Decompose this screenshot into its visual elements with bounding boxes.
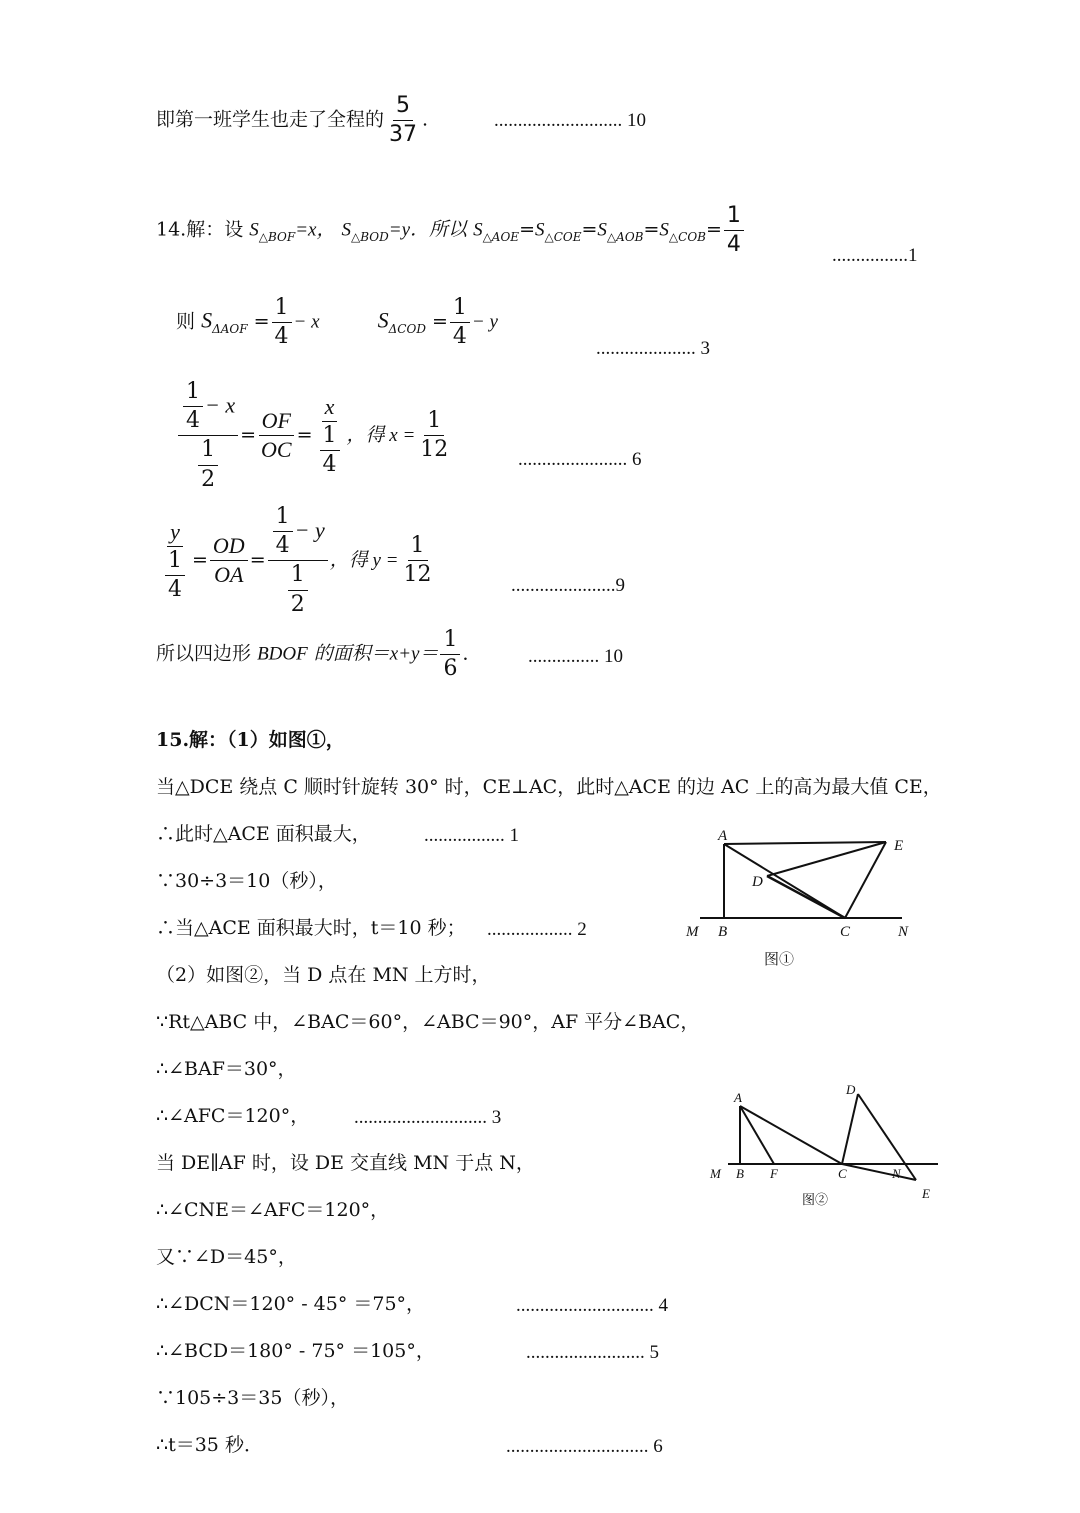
fig2-segment-de [858, 1094, 916, 1180]
fig1-segment-dc [767, 876, 845, 918]
figure-1 [680, 826, 920, 976]
fig1-segment-de [767, 842, 886, 876]
fig2-label-e: E [922, 1186, 930, 1201]
p15-score-1: ................. 1 [424, 825, 519, 846]
p14-areas-line: 则 $S_{\Delta AOF}$ = $\frac{1}{4}$ − x $S_{\Delta COD}$ = $\frac{1}{4}$ − y [176, 295, 498, 350]
fig1-segment-ae [724, 842, 886, 844]
p15-score-2: .................. 2 [487, 919, 587, 940]
fig2-label-b: B [736, 1166, 744, 1181]
p15-score-4: ............................. 4 [516, 1295, 668, 1316]
fig2-label-d: D [846, 1082, 856, 1097]
p15-line-13: ∴∠DCN＝120° - 45° ＝75°， [156, 1293, 426, 1315]
fig2-label-f: F [770, 1166, 778, 1181]
p14-conclusion: 所以四边形 BDOF 的面积＝x+y＝ $\frac{1}{6}$ ． [156, 627, 482, 682]
fig1-caption: 图① [764, 952, 795, 968]
fig1-label-m: M [686, 924, 699, 940]
p15-line-15: ∵105÷3＝35（秒）， [156, 1387, 349, 1409]
p15-score-5: ......................... 5 [526, 1342, 659, 1363]
fig1-label-e: E [894, 838, 904, 854]
p14-score-6: ....................... 6 [518, 449, 642, 470]
fig2-label-c: C [838, 1166, 847, 1181]
p15-score-3: ............................ 3 [354, 1107, 502, 1128]
fig2-segment-cd [842, 1094, 858, 1164]
p13-score: ........................... 10 [494, 110, 646, 131]
fig1-label-a: A [718, 828, 728, 844]
p15-line-9: ∴∠AFC＝120°， [156, 1105, 310, 1127]
p15-line-6: （2）如图②，当 D 点在 MN 上方时， [156, 964, 491, 986]
p15-line-12: 又∵∠D＝45°， [156, 1246, 297, 1268]
p14-ratio-x-line: $\frac{1}{4}$ − x $\frac{1}{2}$ = $\frac{OF}{OC}$ = $\frac{x}{\frac{1}{4}}$ ，得 x = $\frac{1}{12}$ [176, 380, 453, 492]
fig1-label-d: D [752, 874, 763, 890]
figure-2 [700, 1080, 950, 1210]
p14-score-1: ................1 [832, 245, 918, 266]
p14-score-3: ..................... 3 [596, 338, 710, 359]
fig2-label-m: M [710, 1166, 721, 1181]
p15-line-3: ∴此时△ACE 面积最大， [156, 823, 371, 845]
fig2-caption: 图② [802, 1192, 829, 1207]
fig2-segment-ac [740, 1106, 842, 1164]
fig2-segment-ce [842, 1164, 916, 1180]
fig2-label-n: N [892, 1166, 901, 1181]
p15-line-2: 当△DCE 绕点 C 顺时针旋转 30° 时，CE⊥AC，此时△ACE 的边 AC 上的高为最大值 CE， [156, 776, 942, 798]
fig2-label-a: A [734, 1090, 742, 1105]
p14-score-9: ......................9 [511, 575, 625, 596]
p15-line-8: ∴∠BAF＝30°， [156, 1058, 297, 1080]
fig1-segment-ce [845, 842, 886, 918]
p13-conclusion: 即第一班学生也走了全程的 $\frac{5}{37}$ . [156, 93, 429, 148]
p14-setup-line: 14.解：设 $S_{\triangle BOF}=x$， $S_{\triangle BOD}=y$．所以 $S_{\triangle AOE}=S_{\triangle COE}=S_{\triangle AOB}=S_{\triangle COB}=$ $\frac{1}{4}$ [156, 204, 746, 257]
p15-line-5: ∴当△ACE 面积最大时，t＝10 秒； [156, 917, 466, 939]
p15-line-14: ∴∠BCD＝180° - 75° ＝105°， [156, 1340, 435, 1362]
fig1-label-b: B [718, 924, 728, 940]
p15-line-7: ∵Rt△ABC 中，∠BAC＝60°，∠ABC＝90°，AF 平分∠BAC， [156, 1011, 700, 1033]
p15-line-4: ∵30÷3＝10（秒）， [156, 870, 337, 892]
p15-line-10: 当 DE∥AF 时，设 DE 交直线 MN 于点 N， [156, 1152, 535, 1174]
p14-score-10: ............... 10 [528, 646, 623, 667]
fig1-label-n: N [898, 924, 909, 940]
p15-score-6: .............................. 6 [506, 1436, 663, 1457]
p15-line-11: ∴∠CNE＝∠AFC＝120°， [156, 1199, 390, 1221]
p15-line-16: ∴t＝35 秒． [156, 1434, 263, 1456]
p14-ratio-y-line: $\frac{y}{\frac{1}{4}}$ = $\frac{OD}{OA}$ = $\frac{1}{4}$ − y $\frac{1}{2}$ ，得 y = $\frac{1}{12}$ [158, 505, 437, 617]
p15-heading: 15.解：（1）如图①， [156, 729, 345, 751]
fig1-label-c: C [840, 924, 851, 940]
